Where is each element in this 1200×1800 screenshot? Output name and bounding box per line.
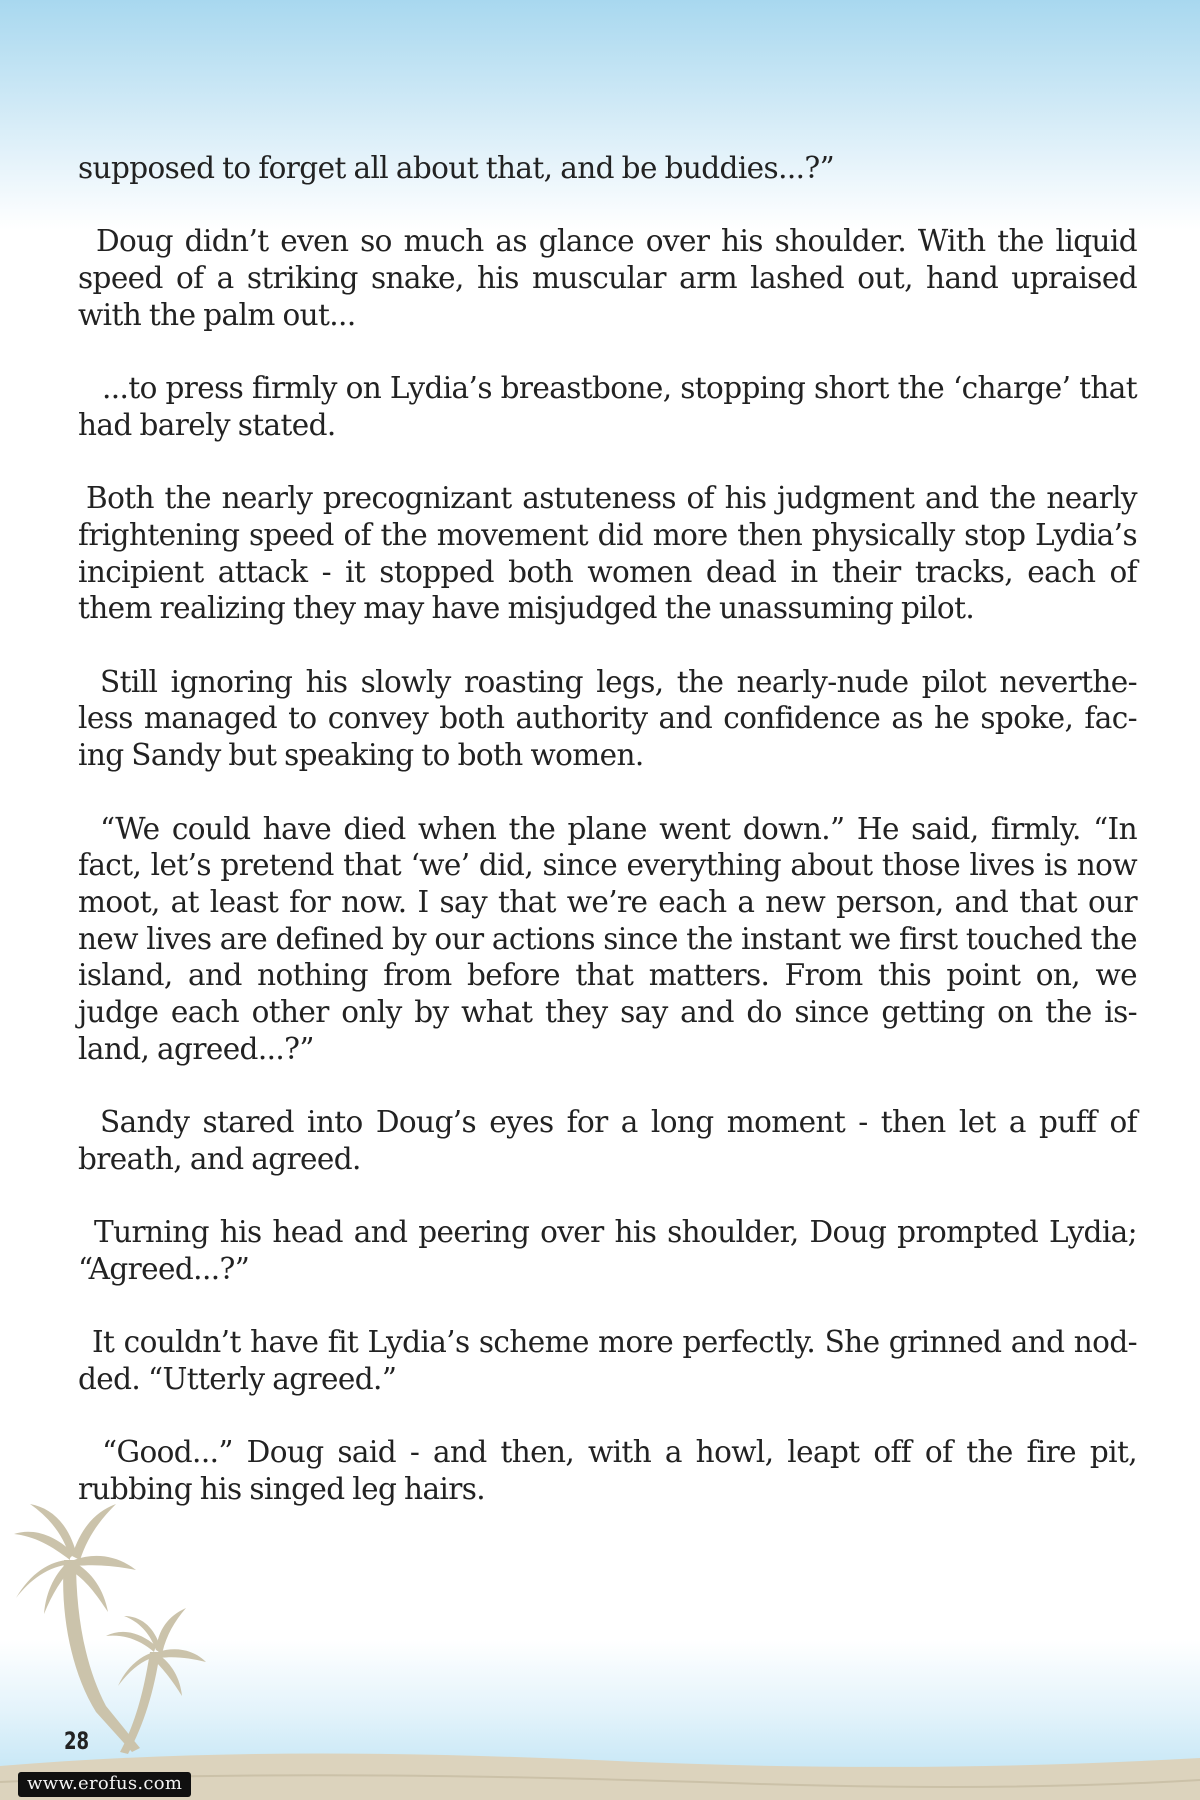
- paragraph: Both the nearly precognizant astuteness of his judgment and the nearly frightening speed of the movement did more then physically stop Lydia’s incipient attack - it stopped both women dead in their tracks, each of them realizing they may have misjudged the unassuming pilot.: [78, 481, 1137, 626]
- paragraph: It couldn’t have fit Lydia’s scheme more perfectly. She grinned and nod-ded. “Utterly agreed.”: [78, 1325, 1137, 1397]
- paragraph: “We could have died when the plane went down.” He said, firmly. “In fact, let’s pretend that ‘we’ did, since everything about those lives is now moot, at least for now. I say that we’re each a new person, and that our new lives are defined by our actions since the instant we first touched the island, and nothing from before that matters. From this point on, we judge each other only by what they say and do since getting on the is-land, agreed...?”: [78, 811, 1137, 1066]
- paragraph: Doug didn’t even so much as glance over his shoulder. With the liquid speed of a striking snake, his muscular arm lashed out, hand upraised with the palm out...: [78, 224, 1137, 332]
- palm-trees-icon: [14, 1504, 206, 1754]
- paragraph: Turning his head and peering over his shoulder, Doug prompted Lydia; “Agreed...?”: [78, 1215, 1137, 1286]
- paragraph: “Good...” Doug said - and then, with a howl, leapt off of the fire pit, rubbing his singed leg hairs.: [78, 1435, 1137, 1507]
- paragraph: Sandy stared into Doug’s eyes for a long moment - then let a puff of breath, and agreed.: [78, 1105, 1137, 1176]
- page-number: 28: [64, 1727, 90, 1755]
- watermark-link[interactable]: www.erofus.com: [18, 1772, 191, 1797]
- paragraph: supposed to forget all about that, and be buddies...?”: [78, 151, 835, 185]
- paragraph: Still ignoring his slowly roasting legs, the nearly-nude pilot neverthe-less managed to convey both authority and confidence as he spoke, fac-ing Sandy but speaking to both women.: [78, 664, 1137, 773]
- paragraph: ...to press firmly on Lydia’s breastbone, stopping short the ‘charge’ that had barely stated.: [78, 371, 1137, 442]
